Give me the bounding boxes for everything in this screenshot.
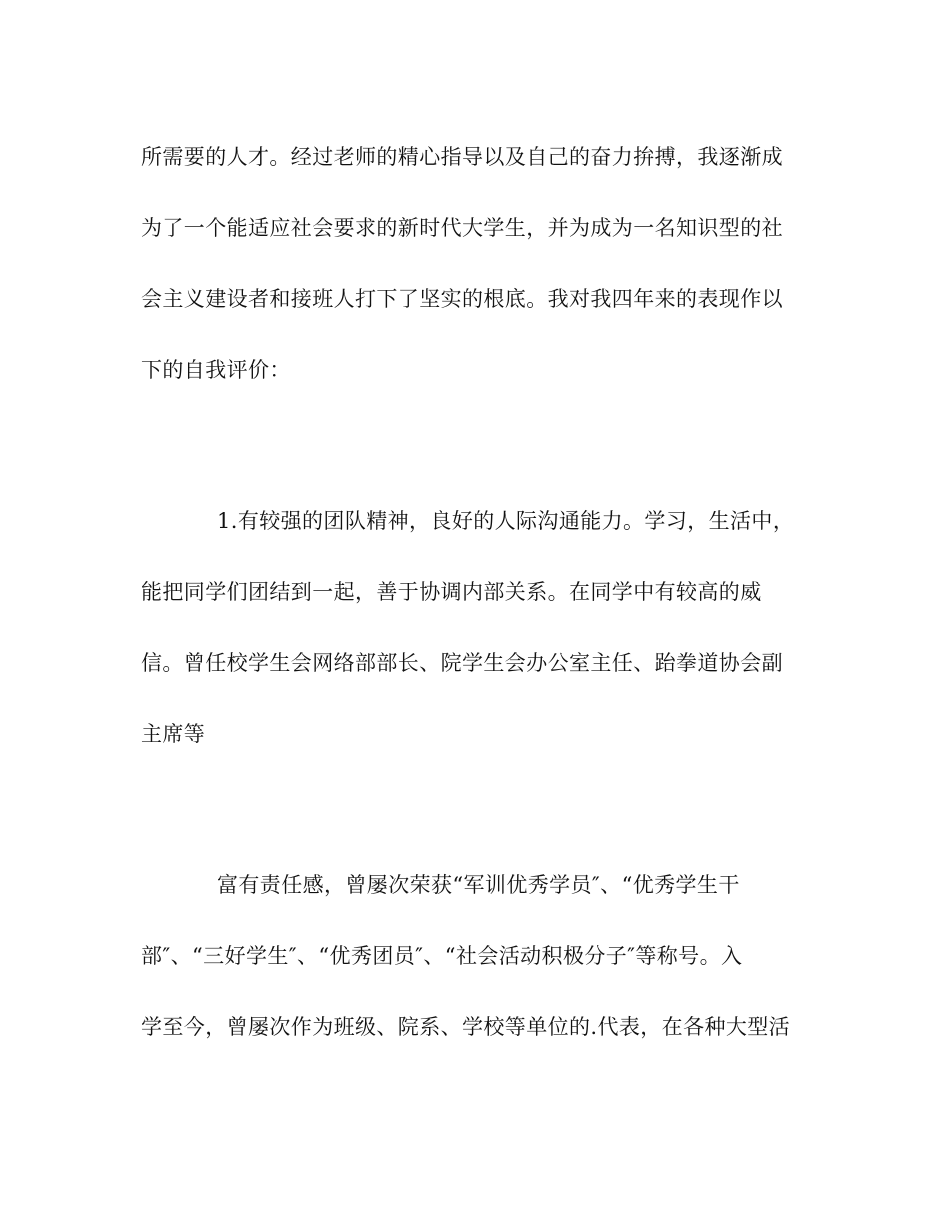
text-line: 部″、“三好学生″、“优秀团员″、“社会活动积极分子″等称号。入 [141,944,743,968]
text-line: 会主义建设者和接班人打下了坚实的根底。我对我四年来的表现作以 [141,287,783,311]
text-line: 为了一个能适应社会要求的新时代大学生，并为成为一名知识型的社 [141,216,783,240]
text-line: 主席等 [141,722,206,746]
text-line: 学至今，曾屡次作为班级、院系、学校等单位的.代表，在各种大型活 [141,1015,791,1039]
text-line: 能把同学们团结到一起，善于协调内部关系。在同学中有较高的威 [141,580,762,604]
text-line: 所需要的人才。经过老师的精心指导以及自己的奋力拚搏，我逐渐成 [141,145,783,169]
text-line: 下的自我评价： [141,358,291,382]
text-line: 1.有较强的团队精神，良好的人际沟通能力。学习，生活中， [217,509,795,533]
text-line: 信。曾任校学生会网络部部长、院学生会办公室主任、跆拳道协会副 [141,651,783,675]
text-line: 富有责任感，曾屡次荣获“军训优秀学员″、“优秀学生干 [217,873,740,897]
